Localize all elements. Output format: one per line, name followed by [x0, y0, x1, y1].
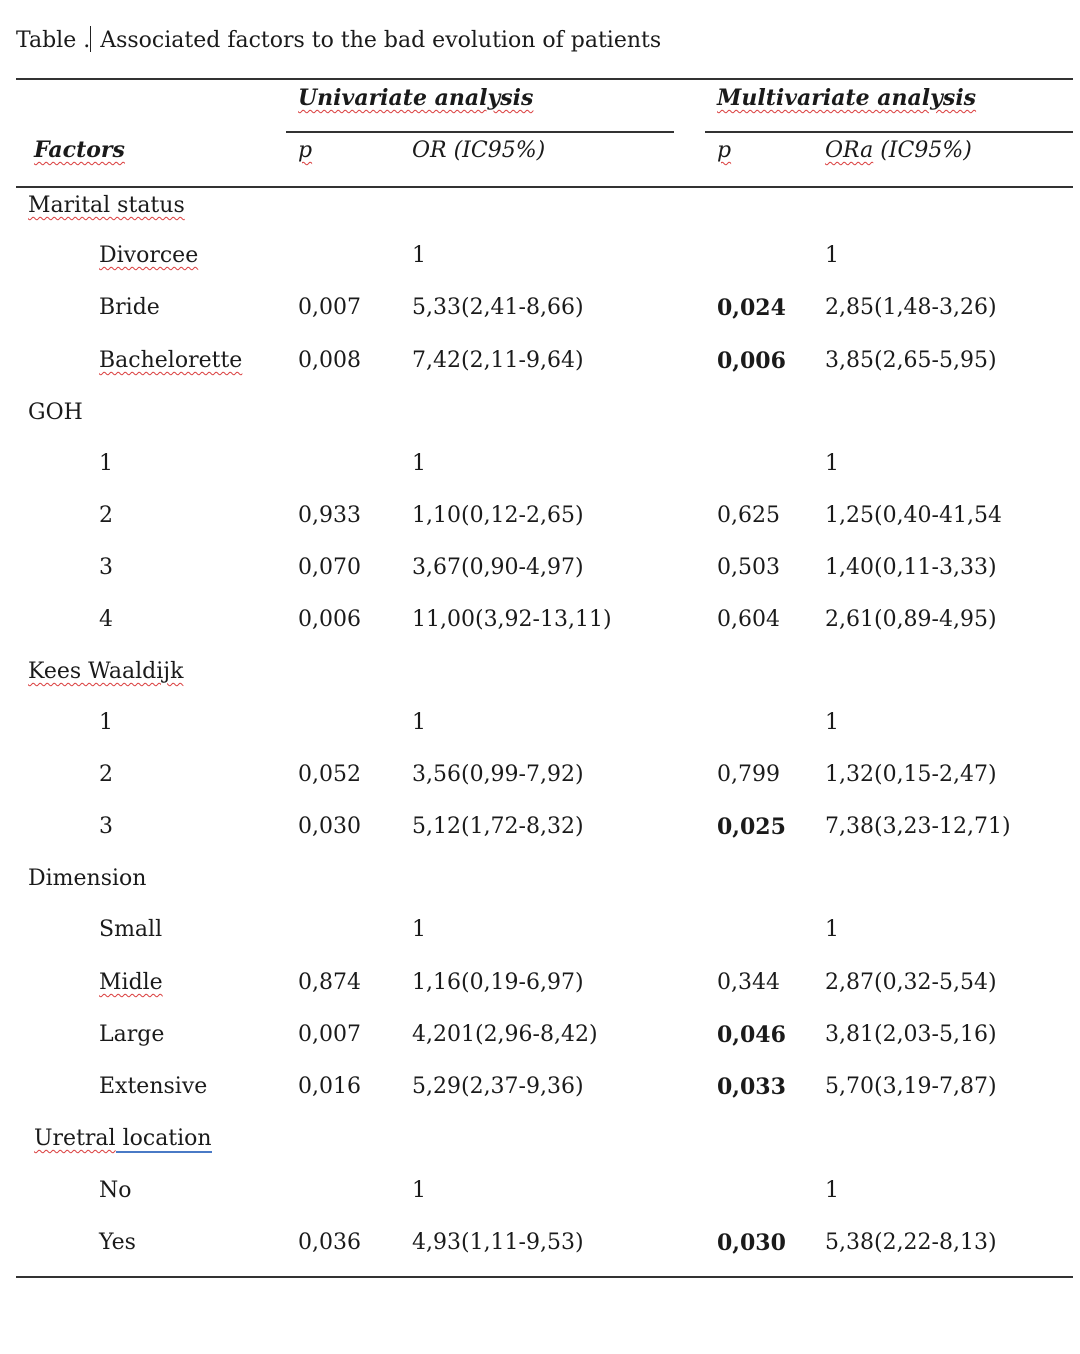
factor-level-label: Small: [99, 917, 163, 942]
p-multivariate-cell: 0,033: [717, 1074, 786, 1100]
factor-level-label: Extensive: [99, 1074, 208, 1099]
header-bottom-rule: [16, 186, 1073, 188]
p-multivariate-cell: 0,604: [717, 607, 780, 632]
or-univariate-cell: 4,201(2,96-8,42): [412, 1022, 598, 1047]
or-univariate-cell: 1: [412, 243, 426, 268]
or-multivariate-cell: 1: [825, 710, 839, 735]
or-multivariate-cell: 3,85(2,65-5,95): [825, 348, 997, 373]
or-univariate-cell: 1: [412, 710, 426, 735]
p-multivariate-cell: 0,046: [717, 1022, 786, 1048]
factor-level-label: 2: [99, 503, 113, 528]
p-univariate-cell: 0,007: [298, 1022, 361, 1047]
multivariate-group-rule: [705, 131, 1073, 133]
factor-level-label: No: [99, 1178, 132, 1203]
or-univariate-cell: 1: [412, 1178, 426, 1203]
caption-text: Associated factors to the bad evolution of patients: [93, 28, 662, 53]
or-multivariate-cell: 1: [825, 243, 839, 268]
or-univariate-cell: 1,16(0,19-6,97): [412, 970, 584, 995]
p-univariate-cell: 0,016: [298, 1074, 361, 1099]
or-univariate-cell: 11,00(3,92-13,11): [412, 607, 612, 632]
univariate-group-rule: [286, 131, 674, 133]
or-univariate-cell: 4,93(1,11-9,53): [412, 1230, 584, 1255]
or-multivariate-cell: 1,25(0,40-41,54: [825, 503, 1002, 528]
or-multivariate-cell: 1: [825, 451, 839, 476]
factor-level-label: Yes: [99, 1230, 136, 1255]
text-cursor: [90, 26, 91, 52]
or-univariate-cell: 3,67(0,90-4,97): [412, 555, 584, 580]
univariate-header: Univariate analysis: [298, 85, 534, 111]
or-multivariate-cell: 2,85(1,48-3,26): [825, 295, 997, 320]
or-multivariate-cell: 2,87(0,32-5,54): [825, 970, 997, 995]
factor-group-label: GOH: [28, 400, 83, 425]
factor-group-label: [34, 1125, 212, 1153]
factor-level-label: Large: [99, 1022, 165, 1047]
or-univariate-cell: 1,10(0,12-2,65): [412, 503, 584, 528]
multivariate-header: Multivariate analysis: [717, 85, 977, 111]
p-univariate-header: p: [298, 138, 313, 163]
p-multivariate-cell: 0,503: [717, 555, 780, 580]
or-univariate-header: OR (IC95%): [412, 138, 546, 163]
p-univariate-cell: 0,052: [298, 762, 361, 787]
p-univariate-cell: 0,874: [298, 970, 361, 995]
or-multivariate-cell: 5,38(2,22-8,13): [825, 1230, 997, 1255]
or-univariate-cell: 3,56(0,99-7,92): [412, 762, 584, 787]
uretral-word: Uretral: [34, 1126, 116, 1151]
factor-level-label: 3: [99, 555, 113, 580]
ora-label: ORa: [825, 138, 874, 163]
factor-level-label: 1: [99, 451, 113, 476]
factor-level-label: 4: [99, 607, 113, 632]
ora-ci-label: (IC95%): [873, 138, 972, 163]
factor-level-label: Bride: [99, 295, 160, 320]
p-multivariate-cell: 0,344: [717, 970, 780, 995]
factor-level-label: Divorcee: [99, 243, 199, 268]
factor-level-label: 1: [99, 710, 113, 735]
p-univariate-cell: 0,036: [298, 1230, 361, 1255]
or-multivariate-cell: 1: [825, 917, 839, 942]
p-multivariate-cell: 0,025: [717, 814, 786, 840]
p-multivariate-cell: 0,006: [717, 348, 786, 374]
p-univariate-cell: 0,008: [298, 348, 361, 373]
or-univariate-cell: 1: [412, 917, 426, 942]
p-multivariate-header: p: [717, 138, 732, 163]
p-multivariate-cell: 0,799: [717, 762, 780, 787]
or-multivariate-header: [825, 137, 972, 165]
or-multivariate-cell: 2,61(0,89-4,95): [825, 607, 997, 632]
p-univariate-cell: 0,006: [298, 607, 361, 632]
factor-level-label: 2: [99, 762, 113, 787]
factor-level-label: Midle: [99, 970, 163, 995]
factor-group-label: Kees Waaldijk: [28, 659, 184, 684]
location-word: location: [115, 1126, 212, 1151]
p-univariate-cell: 0,030: [298, 814, 361, 839]
table-caption: [16, 26, 661, 53]
or-multivariate-cell: 7,38(3,23-12,71): [825, 814, 1011, 839]
p-univariate-cell: 0,070: [298, 555, 361, 580]
p-univariate-cell: 0,933: [298, 503, 361, 528]
table-bottom-rule: [16, 1276, 1073, 1278]
factors-header: Factors: [34, 137, 125, 163]
table-top-rule: [16, 78, 1073, 80]
or-univariate-cell: 7,42(2,11-9,64): [412, 348, 584, 373]
or-univariate-cell: 5,33(2,41-8,66): [412, 295, 584, 320]
or-univariate-cell: 5,29(2,37-9,36): [412, 1074, 584, 1099]
caption-prefix: Table .: [16, 28, 91, 53]
factor-group-label: Dimension: [28, 866, 147, 891]
p-multivariate-cell: 0,030: [717, 1230, 786, 1256]
or-univariate-cell: 1: [412, 451, 426, 476]
or-multivariate-cell: 5,70(3,19-7,87): [825, 1074, 997, 1099]
p-multivariate-cell: 0,625: [717, 503, 780, 528]
factor-group-label: Marital status: [28, 193, 185, 218]
or-multivariate-cell: 1,32(0,15-2,47): [825, 762, 997, 787]
or-multivariate-cell: 1,40(0,11-3,33): [825, 555, 997, 580]
factor-level-label: Bachelorette: [99, 348, 243, 373]
or-multivariate-cell: 1: [825, 1178, 839, 1203]
or-multivariate-cell: 3,81(2,03-5,16): [825, 1022, 997, 1047]
p-univariate-cell: 0,007: [298, 295, 361, 320]
p-multivariate-cell: 0,024: [717, 295, 786, 321]
factor-level-label: 3: [99, 814, 113, 839]
or-univariate-cell: 5,12(1,72-8,32): [412, 814, 584, 839]
